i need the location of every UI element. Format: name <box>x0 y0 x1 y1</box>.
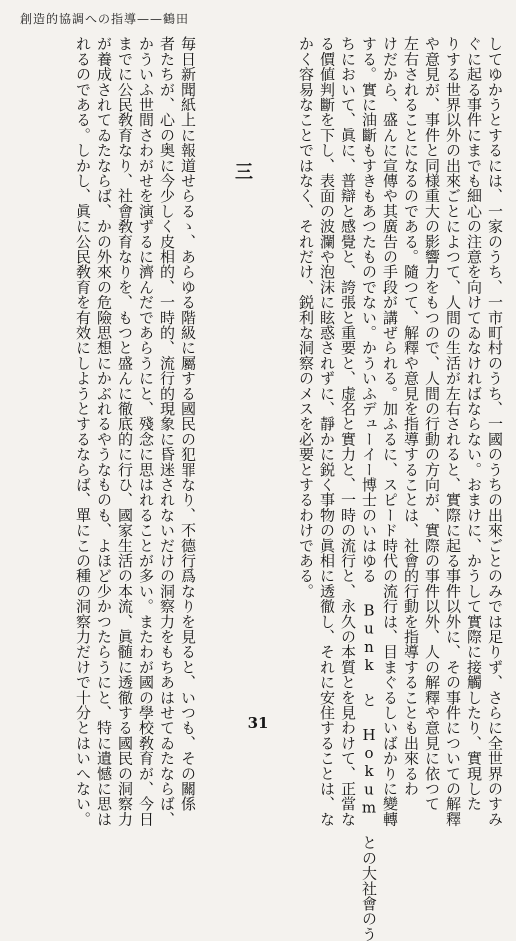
text-column: が養成されてゐたならば、かの外來の危險思想にかぶれるやうなものも、よほど少かつたらうにと、特に遺憾に思は <box>95 36 113 827</box>
text-column: れるのである。しかし、眞に公民敎育を有效にしようとするならば、單にこの種の洞察力だけで十分とはいへない。 <box>74 36 92 827</box>
text-column: る價値判斷を下し、表面の波瀾や泡沫に眩惑されずに、靜かに鋭く事物の眞相に透徹し、それに安住することは、な <box>318 36 336 827</box>
text-column: ちにおいて、眞に、普辯と感覺と、誇張と重要と、虚名と實力と、一時の流行と、永久の本質とを見わけて、正當な <box>339 36 357 827</box>
text-column: 者たちが、心の奥に今少しく皮相的、一時的、流行的現象に昏迷されないだけの洞察力をもちあはせてゐたならば、 <box>158 36 176 827</box>
running-header: 創造的協調への指導——鶴田 <box>20 12 190 26</box>
text-column: けだから、盛んに宣傳や其廣告の手段が講ぜられる。加ふるに、スピード時代の流行は、目まぐるしいばかりに變轉 <box>381 36 399 827</box>
text-column: りする世界以外の出來ごとによつて、人間の生活が左右されると、實際に起る事件以外に、その事件についての解釋 <box>444 36 462 827</box>
text-column: までに公民敎育なり、社會敎育なりを、もつと盛んに徹底的に行ひ、國家生活の本流、眞髄に透徹する國民の洞察力 <box>116 36 134 827</box>
text-column: してゆかうとするには、一家のうち、一市町村のうち、一國のうちの出來ごとのみでは足りず、さらに全世界のすみ <box>486 36 504 827</box>
text-column: 毎日新聞紙上に報道せらるゝ、あらゆる階級に屬する國民の犯罪なり、不德行爲なりを見ると、いつも、その關係 <box>179 36 197 812</box>
text-column: かういふ世間さわがせを演ずるに濟んだであらうにと、殘念に思はれることが多い。またわが國の學校敎育が、今日 <box>137 36 155 827</box>
text-column: する。實に油斷もすきもあつたものでない。かういふデューイー博士のいはゆる Bunk と Hokum との大社會のう <box>360 36 378 941</box>
text-column: ぐに起る事件にまでも細心の注意を向けてゐなければならない。おまけに、かうして實際に接觸したり、實現した <box>465 36 483 812</box>
text-column: 左右されることになるのである。隨つて、解釋や意見を指導することは、社會的行動を指導することも出來るわ <box>402 36 420 796</box>
text-column: や意見が、事件と同様重大の影響力をもつので、人間の行動の方向が、實際の事件以外、人の解釋や意見に依つて <box>423 36 441 812</box>
section-heading: 三 <box>232 162 253 182</box>
page-number: 31 <box>247 714 269 732</box>
text-column: かく容易なことではなく、それだけ、鋭利な洞察のメスを必要とするわけである。 <box>297 36 315 599</box>
